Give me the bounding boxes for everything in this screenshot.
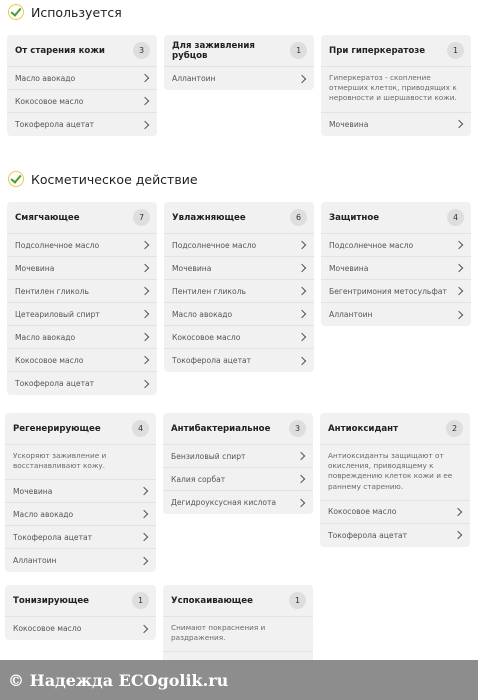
effect-card (321, 202, 471, 326)
ingredient-name: Калия сорбат (171, 474, 226, 484)
count-badge: 4 (132, 420, 149, 437)
ingredient-name: Кокосовое масло (15, 355, 84, 365)
count-badge: 1 (447, 42, 464, 59)
effect-card (5, 585, 156, 640)
effect-card (7, 35, 157, 136)
ingredient-name: Подсолнечное масло (172, 240, 257, 250)
ingredient-name: Пентилен гликоль (15, 286, 89, 296)
chevron-right-icon (141, 287, 149, 295)
card-title: Антиоксидант (328, 423, 399, 434)
chevron-right-icon (140, 510, 148, 518)
section-title-used (8, 4, 122, 20)
chevron-right-icon (298, 287, 306, 295)
ingredient-link[interactable] (5, 549, 156, 572)
chevron-right-icon (140, 624, 148, 632)
chevron-right-icon (298, 310, 306, 318)
chevron-right-icon (141, 120, 149, 128)
count-badge: 1 (132, 592, 149, 609)
section-title-text: Используется (31, 4, 122, 20)
ingredient-link[interactable] (163, 445, 313, 468)
chevron-right-icon (298, 74, 306, 82)
ingredient-link[interactable] (7, 303, 157, 326)
card-header (163, 585, 313, 617)
chevron-right-icon (141, 74, 149, 82)
card-header (321, 202, 471, 234)
ingredient-name: Бензиловый спирт (171, 451, 246, 461)
chevron-right-icon (141, 333, 149, 341)
ingredient-name: Токоферола ацетат (328, 530, 408, 540)
effect-card (321, 35, 471, 136)
ingredient-name: Аллантоин (172, 74, 216, 83)
ingredient-name: Токоферола ацетат (15, 120, 95, 129)
count-badge: 3 (133, 42, 150, 59)
ingredient-name: Кокосовое масло (15, 96, 84, 106)
ingredient-name: Мочевина (329, 263, 369, 273)
ingredient-link[interactable] (321, 280, 471, 303)
card-title: Тонизирующее (13, 595, 90, 606)
card-title: Защитное (329, 212, 380, 223)
card-header (163, 413, 313, 445)
chevron-right-icon (140, 533, 148, 541)
ingredient-name: Мочевина (13, 486, 53, 496)
chevron-right-icon (454, 531, 462, 539)
count-badge: 4 (447, 209, 464, 226)
ingredient-name: Бегентримония метосульфат (329, 286, 447, 296)
chevron-right-icon (141, 310, 149, 318)
ingredient-name: Кокосовое масло (328, 507, 397, 517)
card-description: Гиперкератоз - скопление отмерших клеток, приводящих к неровности и шершавости кожи. (321, 67, 471, 113)
card-header (164, 202, 314, 234)
ingredient-link[interactable] (321, 303, 471, 326)
card-header (164, 35, 314, 67)
ingredient-link[interactable] (7, 90, 157, 113)
count-badge: 6 (290, 209, 307, 226)
ingredient-link[interactable] (7, 372, 157, 395)
ingredient-link[interactable] (321, 234, 471, 257)
card-description: Снимают покраснения и раздражения. (163, 617, 313, 652)
chevron-right-icon (141, 379, 149, 387)
chevron-right-icon (298, 356, 306, 364)
ingredient-name: Аллантоин (13, 556, 57, 566)
ingredient-link[interactable] (7, 326, 157, 349)
card-title: При гиперкератозе (329, 45, 426, 56)
ingredient-link[interactable] (321, 257, 471, 280)
effect-card (164, 202, 314, 372)
ingredient-name: Мочевина (15, 263, 55, 273)
card-title: Смягчающее (15, 212, 80, 223)
chevron-right-icon (454, 508, 462, 516)
chevron-right-icon (297, 498, 305, 506)
check-icon (8, 4, 24, 20)
ingredient-link[interactable] (5, 503, 156, 526)
ingredient-link[interactable] (320, 501, 470, 524)
ingredient-link[interactable] (5, 617, 156, 640)
section-title-text: Косметическое действие (31, 171, 198, 187)
ingredient-link[interactable] (164, 67, 314, 90)
ingredient-name: Цетеариловый спирт (15, 309, 100, 319)
chevron-right-icon (455, 120, 463, 128)
effect-card (5, 413, 156, 572)
ingredient-link[interactable] (5, 526, 156, 549)
chevron-right-icon (298, 241, 306, 249)
ingredient-link[interactable] (164, 234, 314, 257)
ingredient-name: Мочевина (172, 263, 212, 273)
ingredient-name: Масло авокадо (15, 332, 76, 342)
count-badge: 1 (290, 42, 307, 59)
ingredient-link[interactable] (163, 491, 313, 514)
ingredient-link[interactable] (320, 524, 470, 547)
effect-card (7, 202, 157, 395)
effect-card (164, 35, 314, 90)
ingredient-name: Пентилен гликоль (172, 286, 246, 296)
ingredient-name: Аллантоин (329, 310, 373, 319)
card-title: Антибактериальное (171, 423, 271, 434)
ingredient-name: Дегидроуксусная кислота (171, 498, 277, 507)
ingredient-name: Токоферола ацетат (13, 532, 93, 542)
ingredient-name: Масло авокадо (13, 509, 74, 519)
chevron-right-icon (455, 241, 463, 249)
card-title: Увлажняющее (172, 212, 246, 223)
ingredient-link[interactable] (5, 480, 156, 503)
chevron-right-icon (298, 333, 306, 341)
card-header (5, 585, 156, 617)
ingredient-link[interactable] (164, 303, 314, 326)
chevron-right-icon (298, 264, 306, 272)
card-title: От старения кожи (15, 45, 105, 56)
effect-card (320, 413, 470, 547)
ingredient-link[interactable] (321, 113, 471, 136)
card-header (7, 202, 157, 234)
card-title: Для заживления рубцов (172, 40, 255, 61)
card-header (321, 35, 471, 67)
ingredient-link[interactable] (7, 280, 157, 303)
chevron-right-icon (297, 452, 305, 460)
watermark-text: © Надежда ECOgolik.ru (8, 670, 229, 690)
chevron-right-icon (455, 264, 463, 272)
check-icon (8, 171, 24, 187)
card-title: Успокаивающее (171, 595, 253, 606)
card-header (320, 413, 470, 445)
chevron-right-icon (455, 310, 463, 318)
card-header (5, 413, 156, 445)
watermark-footer (0, 660, 478, 700)
ingredient-link[interactable] (164, 280, 314, 303)
ingredient-link[interactable] (7, 349, 157, 372)
ingredient-name: Подсолнечное масло (329, 240, 414, 250)
count-badge: 7 (133, 209, 150, 226)
count-badge: 2 (446, 420, 463, 437)
effect-card (163, 413, 313, 514)
ingredient-link[interactable] (7, 234, 157, 257)
chevron-right-icon (141, 97, 149, 105)
count-badge: 3 (289, 420, 306, 437)
ingredient-name: Кокосовое масло (172, 332, 241, 342)
chevron-right-icon (297, 475, 305, 483)
chevron-right-icon (140, 487, 148, 495)
chevron-right-icon (141, 241, 149, 249)
ingredient-name: Токоферола ацетат (15, 379, 95, 388)
ingredient-link[interactable] (7, 113, 157, 136)
chevron-right-icon (140, 557, 148, 565)
ingredient-name: Мочевина (329, 119, 369, 129)
chevron-right-icon (141, 264, 149, 272)
ingredient-link[interactable] (164, 257, 314, 280)
ingredient-name: Масло авокадо (172, 309, 233, 319)
card-header (7, 35, 157, 67)
ingredient-name: Подсолнечное масло (15, 240, 100, 250)
ingredient-link[interactable] (164, 349, 314, 372)
count-badge: 1 (289, 592, 306, 609)
chevron-right-icon (455, 287, 463, 295)
card-title: Регенерирующее (13, 423, 101, 434)
ingredient-name: Токоферола ацетат (172, 356, 252, 365)
section-title-cosmetic (8, 171, 198, 187)
ingredient-link[interactable] (163, 468, 313, 491)
ingredient-name: Масло авокадо (15, 73, 76, 83)
ingredient-link[interactable] (7, 67, 157, 90)
card-description: Антиоксиданты защищают от окисления, приводящему к повреждению клеток кожи и ее раннему старению. (320, 445, 470, 501)
ingredient-link[interactable] (164, 326, 314, 349)
ingredient-link[interactable] (7, 257, 157, 280)
chevron-right-icon (141, 356, 149, 364)
ingredient-name: Кокосовое масло (13, 624, 82, 633)
card-description: Ускоряют заживление и восстанавливают кожу. (5, 445, 156, 480)
